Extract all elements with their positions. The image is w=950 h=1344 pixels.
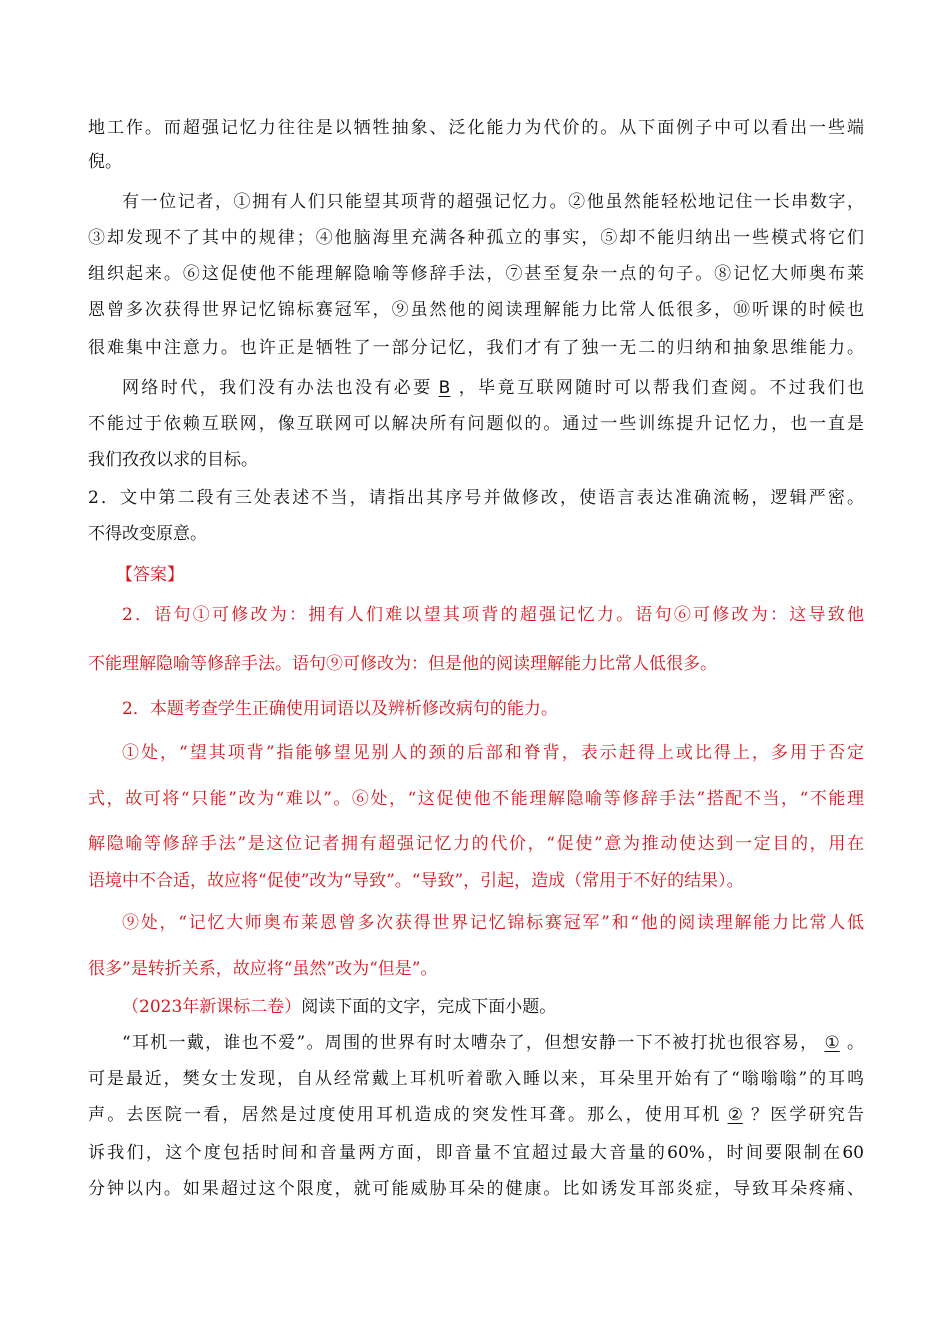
passage-line3-end: ？医学研究告	[748, 1105, 865, 1125]
next-passage-header	[122, 995, 864, 1019]
analysis-line5: ⑨处，“记忆大师奥布莱恩曾多次获得世界记忆锦标赛冠军”和“他的阅读理解能力比常人低	[122, 913, 864, 933]
question-line1: 2．文中第二段有三处表述不当，请指出其序号并做修改，使语言表达准确流畅，逻辑严密。	[88, 488, 864, 508]
analysis-line6: 很多”是转折关系，故应将“虽然”改为“但是”。	[88, 959, 438, 979]
para2-line2: ③却发现不了其中的规律；④他脑海里充满各种孤立的事实，⑤却不能归纳出一些模式将它们	[88, 228, 864, 248]
blank-2: ②	[727, 1105, 743, 1125]
analysis-line3: 解隐喻等修辞手法”是这位记者拥有超强记忆力的代价，“促使”意为推动使达到一定目的，用在	[88, 834, 864, 854]
passage-line1	[122, 1031, 864, 1055]
passage-line3-start: 声。去医院一看，居然是过度使用耳机造成的突发性耳聋。那么，使用耳机	[88, 1105, 722, 1125]
para3-line3: 我们孜孜以求的目标。	[88, 450, 258, 470]
analysis-line2: 式，故可将“只能”改为“难以”。⑥处，“这促使他不能理解隐喻等修辞手法”搭配不当，“不能理	[88, 789, 864, 809]
question-line2: 不得改变原意。	[88, 524, 207, 544]
para3-line1-start: 网络时代，我们没有办法也没有必要	[122, 378, 433, 398]
para3-line1-end: ，毕竟互联网随时可以帮我们查阅。不过我们也	[456, 378, 865, 398]
para2-line5: 很难集中注意力。也许正是牺牲了一部分记忆，我们才有了独一无二的归纳和抽象思维能力。	[88, 338, 864, 358]
answer-blank-b: B	[438, 378, 451, 398]
para1-line1: 地工作。而超强记忆力往往是以牺牲抽象、泛化能力为代价的。从下面例子中可以看出一些端	[88, 118, 864, 138]
source-tag: （2023年新课标二卷）	[122, 997, 302, 1017]
answer-label: 【答案】	[116, 565, 184, 585]
instruction-text: 阅读下面的文字，完成下面小题。	[301, 997, 557, 1017]
blank-1: ①	[824, 1033, 840, 1053]
passage-line3	[88, 1103, 864, 1127]
para3-line2: 不能过于依赖互联网，像互联网可以解决所有问题似的。通过一些训练提升记忆力，也一直是	[88, 414, 864, 434]
analysis-intro: 2．本题考查学生正确使用词语以及辨析修改病句的能力。	[122, 699, 558, 719]
analysis-line1: ①处，“望其项背”指能够望见别人的颈的后部和脊背，表示赶得上或比得上，多用于否定	[122, 743, 864, 763]
analysis-line4: 语境中不合适，故应将“促使”改为“导致”。“导致”，引起，造成（常用于不好的结果）。	[88, 871, 744, 891]
para1-line2: 倪。	[88, 152, 122, 172]
passage-line1-start: “耳机一戴，谁也不爱”。周围的世界有时太嘈杂了，但想安静一下不被打扰也很容易，	[122, 1033, 819, 1053]
para2-line4: 恩曾多次获得世界记忆锦标赛冠军，⑨虽然他的阅读理解能力比常人低很多，⑩听课的时候也	[88, 300, 864, 320]
passage-line2: 可是最近，樊女士发现，自从经常戴上耳机听着歌入睡以来，耳朵里开始有了“嗡嗡嗡”的耳鸣	[88, 1069, 864, 1089]
answer-line2: 不能理解隐喻等修辞手法。语句⑨可修改为：但是他的阅读理解能力比常人低很多。	[88, 654, 717, 674]
passage-line5: 分钟以内。如果超过这个限度，就可能威胁耳朵的健康。比如诱发耳部炎症，导致耳朵疼痛、	[88, 1179, 864, 1199]
answer-line1: 2．语句①可修改为：拥有人们难以望其项背的超强记忆力。语句⑥可修改为：这导致他	[122, 605, 864, 625]
para3-line1	[122, 376, 864, 400]
para2-line3: 组织起来。⑥这促使他不能理解隐喻等修辞手法，⑦甚至复杂一点的句子。⑧记忆大师奥布莱	[88, 264, 864, 284]
passage-line1-end: 。	[845, 1033, 865, 1053]
para2-line1: 有一位记者，①拥有人们只能望其项背的超强记忆力。②他虽然能轻松地记住一长串数字，	[122, 192, 864, 212]
passage-line4: 诉我们，这个度包括时间和音量两方面，即音量不宜超过最大音量的60%，时间要限制在60	[88, 1143, 864, 1163]
